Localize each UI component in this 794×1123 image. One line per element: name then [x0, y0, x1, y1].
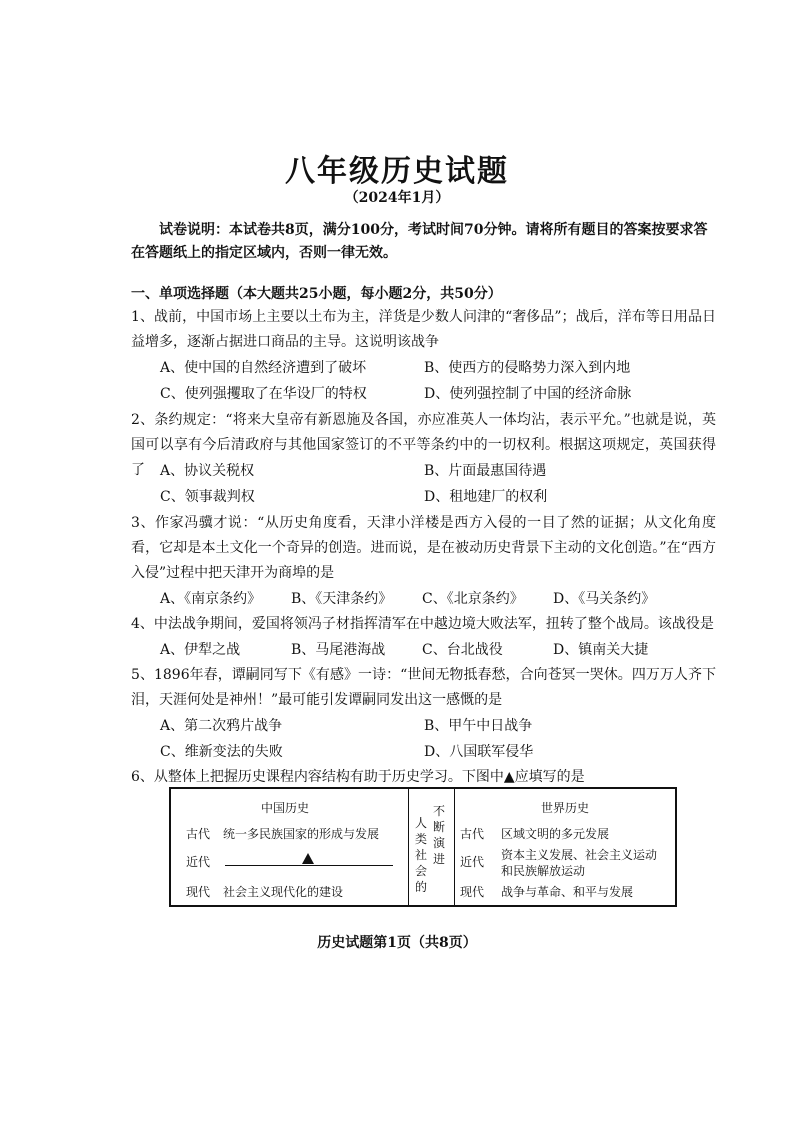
question-5-option-d: D、八国联军侵华 — [424, 744, 534, 760]
question-1-option-b: B、使西方的侵略势力深入到内地 — [424, 360, 631, 376]
question-6-stem: 6、从整体上把握历史课程内容结构有助于历史学习。下图中▲应填写的是 — [131, 769, 585, 785]
question-2-option-a: A、协议关税权 — [160, 463, 255, 479]
world-content-modern-1: 资本主义发展、社会主义运动 — [501, 848, 658, 862]
question-5-option-c: C、维新变法的失败 — [160, 744, 283, 760]
world-content-contemporary: 战争与革命、和平与发展 — [501, 885, 634, 899]
china-content-ancient: 统一多民族国家的形成与发展 — [223, 827, 380, 841]
china-era-ancient: 古代 — [186, 827, 211, 841]
world-history-header: 世界历史 — [541, 801, 590, 815]
question-3-option-a: A、《南京条约》 — [160, 591, 262, 607]
triangle-placeholder-icon — [302, 853, 314, 864]
question-5-stem: 5、1896年春，谭嗣同写下《有感》一诗：“世间无物抵春愁，合向苍冥一哭休。四万万人齐下泪，天涯何处是神州！”最可能引发谭嗣同发出这一感慨的是 — [131, 667, 716, 708]
page-footer: 历史试题第1页（共8页） — [317, 935, 477, 951]
section-heading: 一、单项选择题（本大题共25小题，每小题2分，共50分） — [131, 286, 502, 302]
exam-notice: 试卷说明：本试卷共8页，满分100分，考试时间70分钟。请将所有题目的答案按要求答在答题纸上的指定区域内，否则一律无效。 — [131, 222, 708, 261]
question-5-option-b: B、甲午中日战争 — [424, 718, 533, 734]
question-1-stem: 1、战前，中国市场上主要以土布为主，洋货是少数人问津的“奢侈品”；战后，洋布等日用品日益增多，逐渐占据进口商品的主导。这说明该战争 — [131, 309, 716, 350]
question-3-option-d: D、《马关条约》 — [553, 591, 656, 607]
table-divider-left — [408, 789, 409, 905]
question-4-option-b: B、马尾港海战 — [291, 642, 386, 658]
table-divider-right — [454, 789, 455, 905]
exam-date: （2024年1月） — [344, 190, 450, 206]
world-era-modern: 近代 — [460, 855, 485, 869]
question-2-stem: 2、条约规定：“将来大皇帝有新恩施及各国，亦应准英人一体均沾，表示平允。”也就是说，英国可以享有今后清政府与其他国家签订的不平等条约中的一切权利。根据这项规定，英国获得了 — [131, 412, 716, 478]
world-content-modern-2: 和民族解放运动 — [501, 864, 586, 878]
question-1-option-c: C、使列强攫取了在华设厂的特权 — [160, 386, 367, 402]
china-content-contemporary: 社会主义现代化的建设 — [223, 885, 344, 899]
middle-text-left: 人 类 社 会 的 — [414, 816, 427, 894]
question-4-option-c: C、台北战役 — [422, 642, 503, 658]
china-era-modern: 近代 — [186, 855, 211, 869]
page-title: 八年级历史试题 — [285, 154, 509, 189]
world-content-ancient: 区域文明的多元发展 — [501, 827, 610, 841]
question-2-option-d: D、租地建厂的权利 — [424, 489, 548, 505]
question-3-option-c: C、《北京条约》 — [422, 591, 524, 607]
question-4-option-a: A、伊犁之战 — [160, 642, 241, 658]
question-2-option-c: C、领事裁判权 — [160, 489, 255, 505]
china-history-header: 中国历史 — [261, 801, 310, 815]
world-era-ancient: 古代 — [460, 827, 485, 841]
answer-blank-line — [225, 865, 393, 866]
question-5-option-a: A、第二次鸦片战争 — [160, 718, 283, 734]
question-3-stem: 3、作家冯骥才说：“从历史角度看，天津小洋楼是西方入侵的一目了然的证据；从文化角度看，它却是本土文化一个奇异的创造。进而说，是在被动历史背景下主动的文化创造。”在“西方入侵”过程中把天津开为商埠的是 — [131, 515, 716, 581]
middle-text-right: 不 断 演 进 — [432, 804, 445, 866]
history-structure-table — [169, 787, 677, 907]
world-era-contemporary: 现代 — [460, 885, 485, 899]
question-1-option-d: D、使列强控制了中国的经济命脉 — [424, 386, 632, 402]
question-1-option-a: A、使中国的自然经济遭到了破坏 — [160, 360, 367, 376]
question-3-option-b: B、《天津条约》 — [291, 591, 393, 607]
china-era-contemporary: 现代 — [186, 885, 211, 899]
question-4-option-d: D、镇南关大捷 — [553, 642, 649, 658]
question-4-stem: 4、中法战争期间，爱国将领冯子材指挥清军在中越边境大败法军，扭转了整个战局。该战役是 — [131, 616, 714, 632]
question-2-option-b: B、片面最惠国待遇 — [424, 463, 547, 479]
